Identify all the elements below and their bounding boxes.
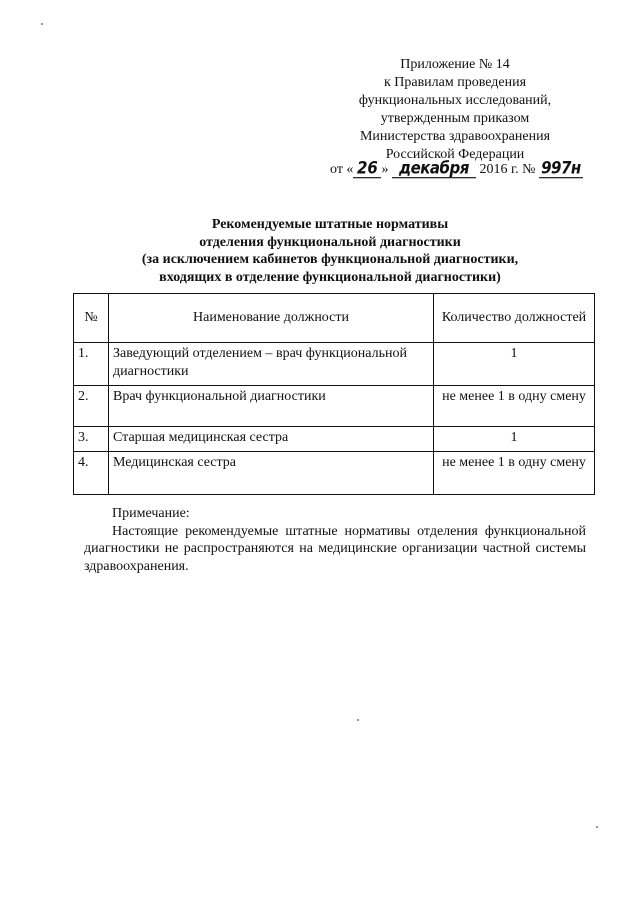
row-position-count: не менее 1 в одну смену [434,452,595,495]
title-line: Рекомендуемые штатные нормативы [211,217,449,232]
table-row [74,343,595,386]
row-number: 2. [74,386,109,427]
row-position-count: 1 [434,343,595,386]
date-prefix: от « [330,162,354,177]
header-position-count: Количество должностей [434,294,595,343]
appendix-line: Министерства здравоохранения [359,129,551,144]
table-header-row [74,294,595,343]
row-position-name: Врач функциональной диагностики [109,386,434,427]
scan-speck [596,826,598,828]
title-line: (за исключением кабинетов функциональной диагностики, [141,252,519,267]
scan-speck [41,23,43,25]
date-year: 2016 г. № [479,162,536,177]
row-position-name: Заведующий отделением – врач функциональной диагностики [109,343,434,386]
date-separator: » [381,162,389,177]
row-number: 3. [74,427,109,452]
table-row [74,427,595,452]
appendix-line: утвержденным приказом [380,111,530,126]
handwritten-day: 26 [353,159,381,179]
order-date-line [330,157,610,180]
staffing-table [73,293,595,495]
row-position-name: Медицинская сестра [109,452,434,495]
row-number: 4. [74,452,109,495]
title-line: входящих в отделение функциональной диагностики) [159,269,501,285]
appendix-header [300,56,610,164]
row-position-name: Старшая медицинская сестра [109,427,434,452]
title-line: отделения функциональной диагностики [199,234,461,250]
row-number: 1. [74,343,109,386]
header-number: № [74,294,109,343]
handwritten-order-number: 997н [539,159,583,179]
header-position-name: Наименование должности [109,294,434,343]
appendix-line: Российской Федерации [385,147,525,162]
handwritten-month: декабря [392,159,476,179]
table-row [74,386,595,427]
appendix-line: к Правилам проведения [383,75,527,90]
row-position-count: 1 [434,427,595,452]
appendix-line: Приложение № 14 [400,57,510,72]
note-section [84,505,586,575]
scan-speck [357,719,359,721]
appendix-line: функциональных исследований, [358,93,552,108]
note-text: Настоящие рекомендуемые штатные нормативы отделения функциональной диагностики не распространяются на медицинские организации частной системы здравоохранения. [84,523,586,574]
row-position-count: не менее 1 в одну смену [434,386,595,427]
table-row [74,452,595,495]
document-title [60,216,600,286]
note-label: Примечание: [112,506,190,521]
